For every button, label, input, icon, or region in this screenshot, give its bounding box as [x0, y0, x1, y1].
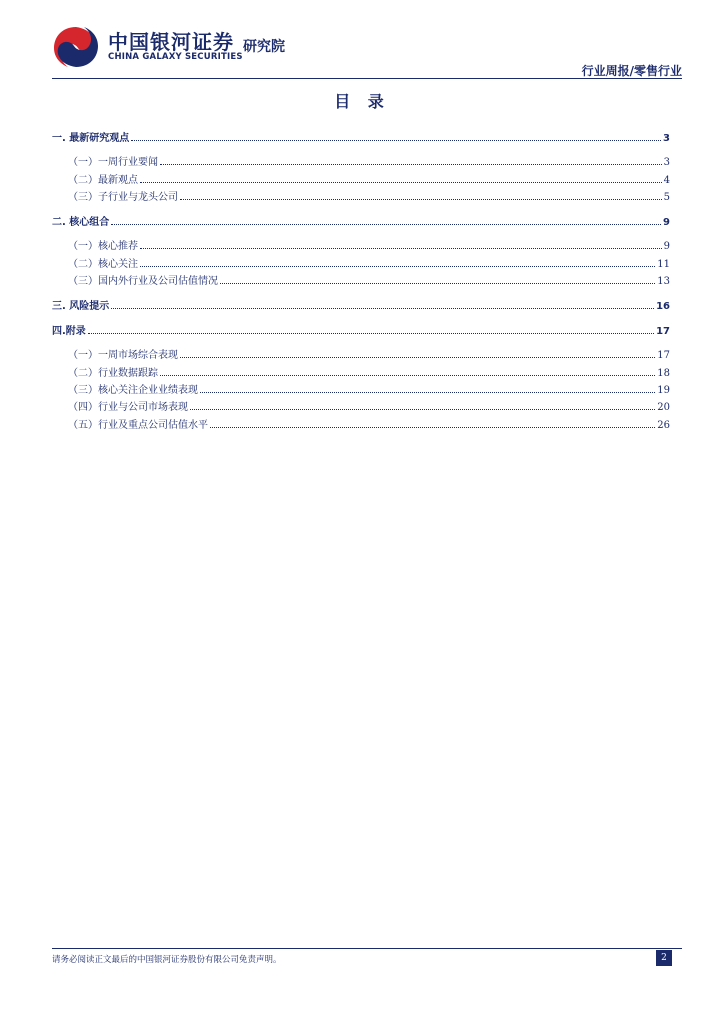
toc-leader-dots [140, 266, 655, 267]
toc-leader-dots [88, 333, 654, 334]
toc-leader-dots [140, 182, 662, 183]
toc-entry-page: 3 [663, 157, 670, 168]
toc-entry[interactable] [52, 171, 670, 186]
toc-entry-page: 4 [663, 175, 670, 186]
toc-leader-dots [180, 357, 655, 358]
toc-entry-page: 17 [657, 350, 670, 361]
toc-entry[interactable] [52, 346, 670, 361]
toc-entry-label: （一）核心推荐 [68, 241, 138, 252]
toc-entry-page: 26 [657, 420, 670, 431]
toc-leader-dots [131, 140, 661, 141]
page-header [0, 0, 724, 80]
toc-entry-page: 9 [663, 241, 670, 252]
report-type: 行业周报/零售行业 [581, 64, 682, 78]
institute-label: 研究院 [243, 39, 285, 55]
toc-leader-dots [160, 375, 655, 376]
toc-entry-label: （二）行业数据跟踪 [68, 368, 158, 379]
toc-entry-label: 一. 最新研究观点 [52, 133, 130, 144]
toc-entry-page: 5 [663, 192, 670, 203]
toc-entry-label: （二）最新观点 [68, 175, 138, 186]
footer-divider [52, 948, 682, 949]
toc-leader-dots [210, 427, 655, 428]
header-divider [52, 78, 682, 79]
toc-entry-label: （三）核心关注企业业绩表现 [68, 385, 198, 396]
toc-entry-label: （一）一周市场综合表现 [68, 350, 178, 361]
toc-title: 目 录 [334, 92, 390, 111]
toc-entry[interactable] [52, 416, 670, 431]
toc-leader-dots [190, 409, 655, 410]
toc-leader-dots [111, 308, 654, 309]
toc-entry-label: （一）一周行业要闻 [68, 157, 158, 168]
toc-entry-label: 四.附录 [52, 326, 86, 337]
toc-entry[interactable] [52, 153, 670, 168]
toc-entry[interactable] [52, 255, 670, 270]
toc-entry[interactable] [52, 322, 670, 337]
page-number: 2 [656, 950, 672, 966]
toc-entry[interactable] [52, 398, 670, 413]
toc-entry-page: 3 [663, 133, 670, 144]
toc-entry[interactable] [52, 237, 670, 252]
toc-entry-label: （五）行业及重点公司估值水平 [68, 420, 208, 431]
toc-entry-label: 三. 风险提示 [52, 301, 110, 312]
toc-entry-page: 17 [656, 326, 670, 337]
toc-entry[interactable] [52, 364, 670, 379]
toc-entry-label: 二. 核心组合 [52, 217, 110, 228]
toc-leader-dots [200, 392, 655, 393]
toc-entry-page: 16 [656, 301, 670, 312]
toc-entry[interactable] [52, 188, 670, 203]
toc-entry-page: 11 [657, 259, 670, 270]
galaxy-logo-icon [52, 24, 100, 70]
toc-entry[interactable] [52, 297, 670, 312]
toc-leader-dots [111, 224, 661, 225]
toc-entry-label: （四）行业与公司市场表现 [68, 402, 188, 413]
toc-leader-dots [180, 199, 662, 200]
toc-leader-dots [140, 248, 662, 249]
toc-entry-page: 18 [657, 368, 670, 379]
toc-entry-label: （二）核心关注 [68, 259, 138, 270]
toc-entry-page: 19 [657, 385, 670, 396]
toc-entry-label: （三）子行业与龙头公司 [68, 192, 178, 203]
toc-entry[interactable] [52, 272, 670, 287]
logo-chinese-name: 中国银河证券 [108, 30, 234, 54]
footer-disclaimer: 请务必阅读正文最后的中国银河证券股份有限公司免责声明。 [52, 955, 282, 965]
toc-entry[interactable] [52, 129, 670, 144]
toc-leader-dots [220, 283, 655, 284]
toc-entry-page: 20 [657, 402, 670, 413]
logo-english-name: CHINA GALAXY SECURITIES [108, 52, 243, 62]
toc-entry[interactable] [52, 381, 670, 396]
toc-entry-page: 13 [657, 276, 670, 287]
toc-entry-label: （三）国内外行业及公司估值情况 [68, 276, 218, 287]
toc-leader-dots [160, 164, 662, 165]
toc-entry[interactable] [52, 213, 670, 228]
toc-entry-page: 9 [663, 217, 670, 228]
